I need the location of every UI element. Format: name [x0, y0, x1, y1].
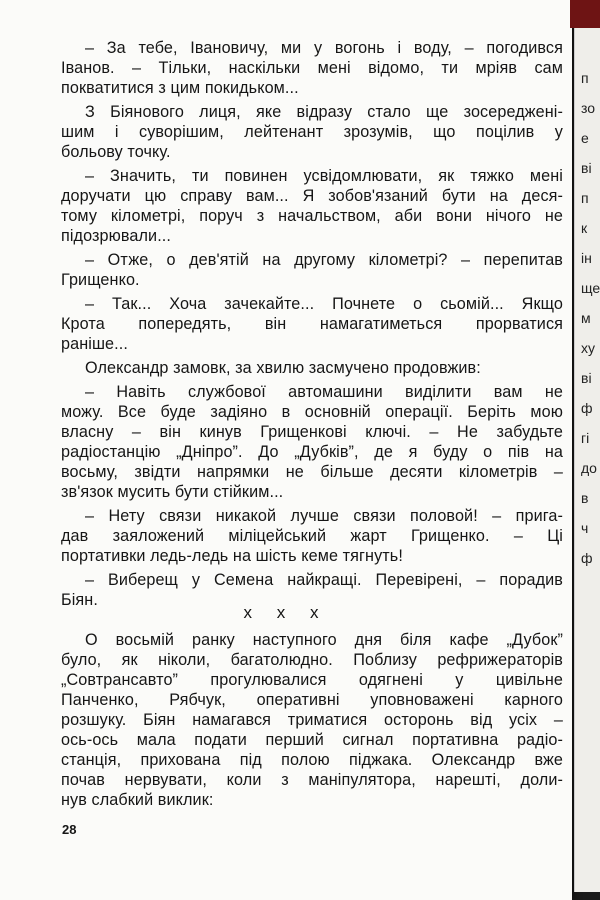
text-line: Крота попередять, він намагатиметься прорватися	[61, 315, 563, 333]
text-line: підозрювали...	[61, 227, 171, 245]
adjacent-page-fragment: ві	[581, 370, 592, 386]
paragraph	[61, 294, 563, 354]
paragraph	[61, 38, 563, 98]
text-line: радіостанцію „Дніпро”. До „Дубків”, де я буду о пів на	[61, 443, 563, 461]
adjacent-page-fragment: ін	[581, 250, 592, 266]
text-line: тому кілометрі, поруч з начальством, аби вони нічого не	[61, 207, 563, 225]
adjacent-page-fragment: зо	[581, 100, 596, 116]
text-line: розшуку. Біян намагався триматися осторонь від усіх –	[61, 711, 563, 729]
adjacent-page-fragment: ч	[581, 520, 589, 536]
text-line: нув слабкий виклик:	[61, 791, 214, 809]
text-line: Панченко, Рябчук, оперативні уповноважені карного	[61, 691, 563, 709]
adjacent-page-edge	[574, 8, 600, 892]
adjacent-page-fragment: ф	[581, 550, 593, 566]
text-line: можу. Все буде задіяно в основній операції. Беріть мою	[61, 403, 563, 421]
text-line: – За тебе, Івановичу, ми у вогонь і воду, – погодився	[85, 39, 563, 57]
text-line: восьму, звідти напрямки не більше десяти кілометрів –	[61, 463, 563, 481]
adjacent-page-fragment: п	[581, 70, 589, 86]
body-text-bottom	[61, 630, 563, 814]
text-line: ось-ось мала подати перший сигнал портативна радіо-	[61, 731, 563, 749]
text-line: – Навіть службової автомашини виділити вам не	[85, 383, 563, 401]
paragraph	[61, 358, 563, 378]
text-line: дав заяложений міліцейський жарт Грищенко. – Ці	[61, 527, 563, 545]
text-line: Біян.	[61, 591, 98, 609]
adjacent-page-fragment: п	[581, 190, 589, 206]
text-line: Олександр замовк, за хвилю засмучено продовжив:	[85, 359, 481, 377]
text-line: – Нету связи никакой лучше связи половой! – прига-	[85, 507, 563, 525]
text-line: власну – він кинув Грищенкові ключі. – Не забудьте	[61, 423, 563, 441]
adjacent-page-fragment: к	[581, 220, 588, 236]
text-line: портативки ледь-ледь на шість кеме тягнуть!	[61, 547, 403, 565]
adjacent-page-fragment: ф	[581, 400, 593, 416]
paragraph	[61, 382, 563, 502]
adjacent-page-fragment: гі	[581, 430, 590, 446]
text-line: больову точку.	[61, 143, 171, 161]
text-line: покватитися з цим покидьком...	[61, 79, 299, 97]
text-line: О восьмій ранку наступного дня біля кафе „Дубок”	[85, 631, 563, 649]
text-line: Грищенко.	[61, 271, 140, 289]
adjacent-page-fragment: е	[581, 130, 589, 146]
page-number: 28	[62, 822, 77, 837]
text-line: доручати цю справу вам... Я зобов'язаний бути на деся-	[61, 187, 563, 205]
section-separator: х х х	[243, 603, 329, 622]
text-line: шим і суворішим, лейтенант зрозумів, що поцілив у	[61, 123, 563, 141]
adjacent-page-fragment: ху	[581, 340, 595, 356]
text-line: зв'язок мусить бути стійким...	[61, 483, 284, 501]
adjacent-page-fragment: до	[581, 460, 597, 476]
text-line: З Біянового лиця, яке відразу стало ще зосередженi-	[85, 103, 563, 121]
adjacent-page-fragment: м	[581, 310, 591, 326]
text-line: „Совтрансавто” прогулювалися одягнені у цивільне	[61, 671, 563, 689]
paragraph	[61, 102, 563, 162]
body-text-top	[61, 38, 563, 614]
text-line: – Так... Хоча зачекайте... Почнете о сьомій... Якщо	[85, 295, 563, 313]
text-line: станція, прихована під полою піджака. Олександр вже	[61, 751, 563, 769]
text-line: Іванов. – Тільки, наскільки мені відомо, ти мріяв сам	[61, 59, 563, 77]
text-line: раніше...	[61, 335, 128, 353]
paragraph	[61, 166, 563, 246]
text-line: – Отже, о дев'ятій на другому кілометрі? – перепитав	[85, 251, 563, 269]
paragraph	[61, 506, 563, 566]
text-line: почав нервувати, коли з маніпулятора, нарешті, доли-	[61, 771, 563, 789]
paragraph	[61, 630, 563, 810]
adjacent-page-fragment: ще	[581, 280, 600, 296]
book-cover-edge	[570, 0, 600, 28]
text-line: – Значить, ти повинен усвідомлювати, як тяжко мені	[85, 167, 563, 185]
text-line: було, як ніколи, багатолюдно. Поблизу рефрижераторів	[61, 651, 563, 669]
adjacent-page-fragment: ві	[581, 160, 592, 176]
paragraph	[61, 250, 563, 290]
adjacent-page-fragment: в	[581, 490, 589, 506]
text-line: – Виберещ у Семена найкращі. Перевірені, – порадив	[85, 571, 563, 589]
